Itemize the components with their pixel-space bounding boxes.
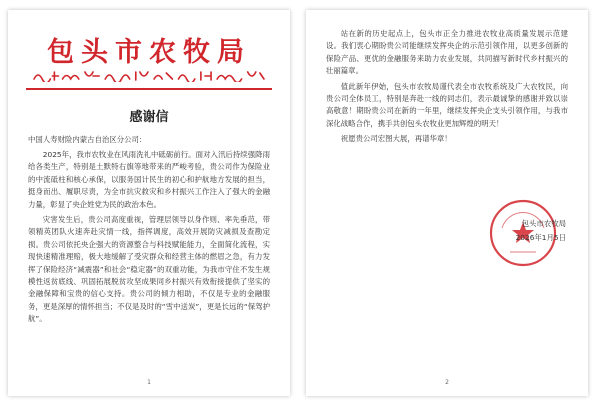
letter-closing: 祝愿贵公司宏图大展，再谱华章！ xyxy=(340,134,452,144)
page-number: 2 xyxy=(445,379,449,386)
letter-page-2 xyxy=(306,10,588,396)
letter-body-page-2 xyxy=(326,28,568,145)
page-number: 1 xyxy=(147,379,151,386)
letter-recipient: 中国人寿财险内蒙古自治区分公司： xyxy=(28,135,147,144)
letter-page-1 xyxy=(8,10,290,396)
letter-title: 感谢信 xyxy=(129,110,169,125)
mongolian-script-logo xyxy=(32,70,266,82)
letter-paragraph: 站在新的历史起点上，包头市正全力推进农牧业高质量发展示范建设。我们衷心期盼贵公司能继续发挥央企的示范引领作用，以更多创新的保险产品、更优的金融服务来助力农业发展，共同描写新时代乡村振兴的壮丽篇章。 xyxy=(326,29,568,76)
letterhead-title: 包头市农牧局 xyxy=(47,37,251,68)
letter-paragraph: 灾害发生后，贵公司高度重视，管理层领导以身作则、率先垂范，带领精英团队火速奔赴灾情一线，指挥调度，高效开展防灾减损及查勘定损。贵公司依托央企强大的资源整合与科技赋能能力，全面简化流程，实现快速精准理赔，极大地缓解了受灾群众和经营主体的燃眉之急，有力发挥了保险经济“减震器”和社会“稳定器”的双重功能，为我市守住不发生规模性返贫底线、巩固拓展脱贫攻坚成果同乡村振兴有效衔接提供了坚实的金融保障和宝贵的信心支持。贵公司的倾力相助，不仅是专业的金融服务，更是深厚的情怀担当；不仅是及时的“雪中送炭”，更是长远的“保驾护航”。 xyxy=(28,215,270,324)
letter-body-page-1 xyxy=(28,134,270,329)
signature-date: 2026年1月5日 xyxy=(515,233,566,242)
signature-block xyxy=(456,198,566,288)
letterhead-divider xyxy=(26,88,272,90)
letter-paragraph: 2025年，我市农牧业在风雨洗礼中砥砺前行。面对入汛后持续强降雨给各类生产，特别是土默特右旗等地带来的严峻考验，贵公司作为保险业的中流砥柱和核心承保，以服务国计民生的初心和护航地方发展的担当，挺身而出、履职尽责，为全市抗灾救灾和乡村振兴工作注入了强大的金融力量，彰显了央企姓党为民的政治本色。 xyxy=(28,150,270,209)
letter-paragraph: 值此新年伊始，包头市农牧局谨代表全市农牧系统及广大农牧民，向贵公司全体员工，特别是奔赴一线的同志们，表示最诚挚的感谢并致以崇高敬意！期盼贵公司在新的一年里，继续发挥央企支头引领作用，与我市深化战略合作，携手共创包头农牧业更加辉煌的明天！ xyxy=(326,81,568,128)
signature-organization: 包头市农牧局 xyxy=(521,219,566,228)
